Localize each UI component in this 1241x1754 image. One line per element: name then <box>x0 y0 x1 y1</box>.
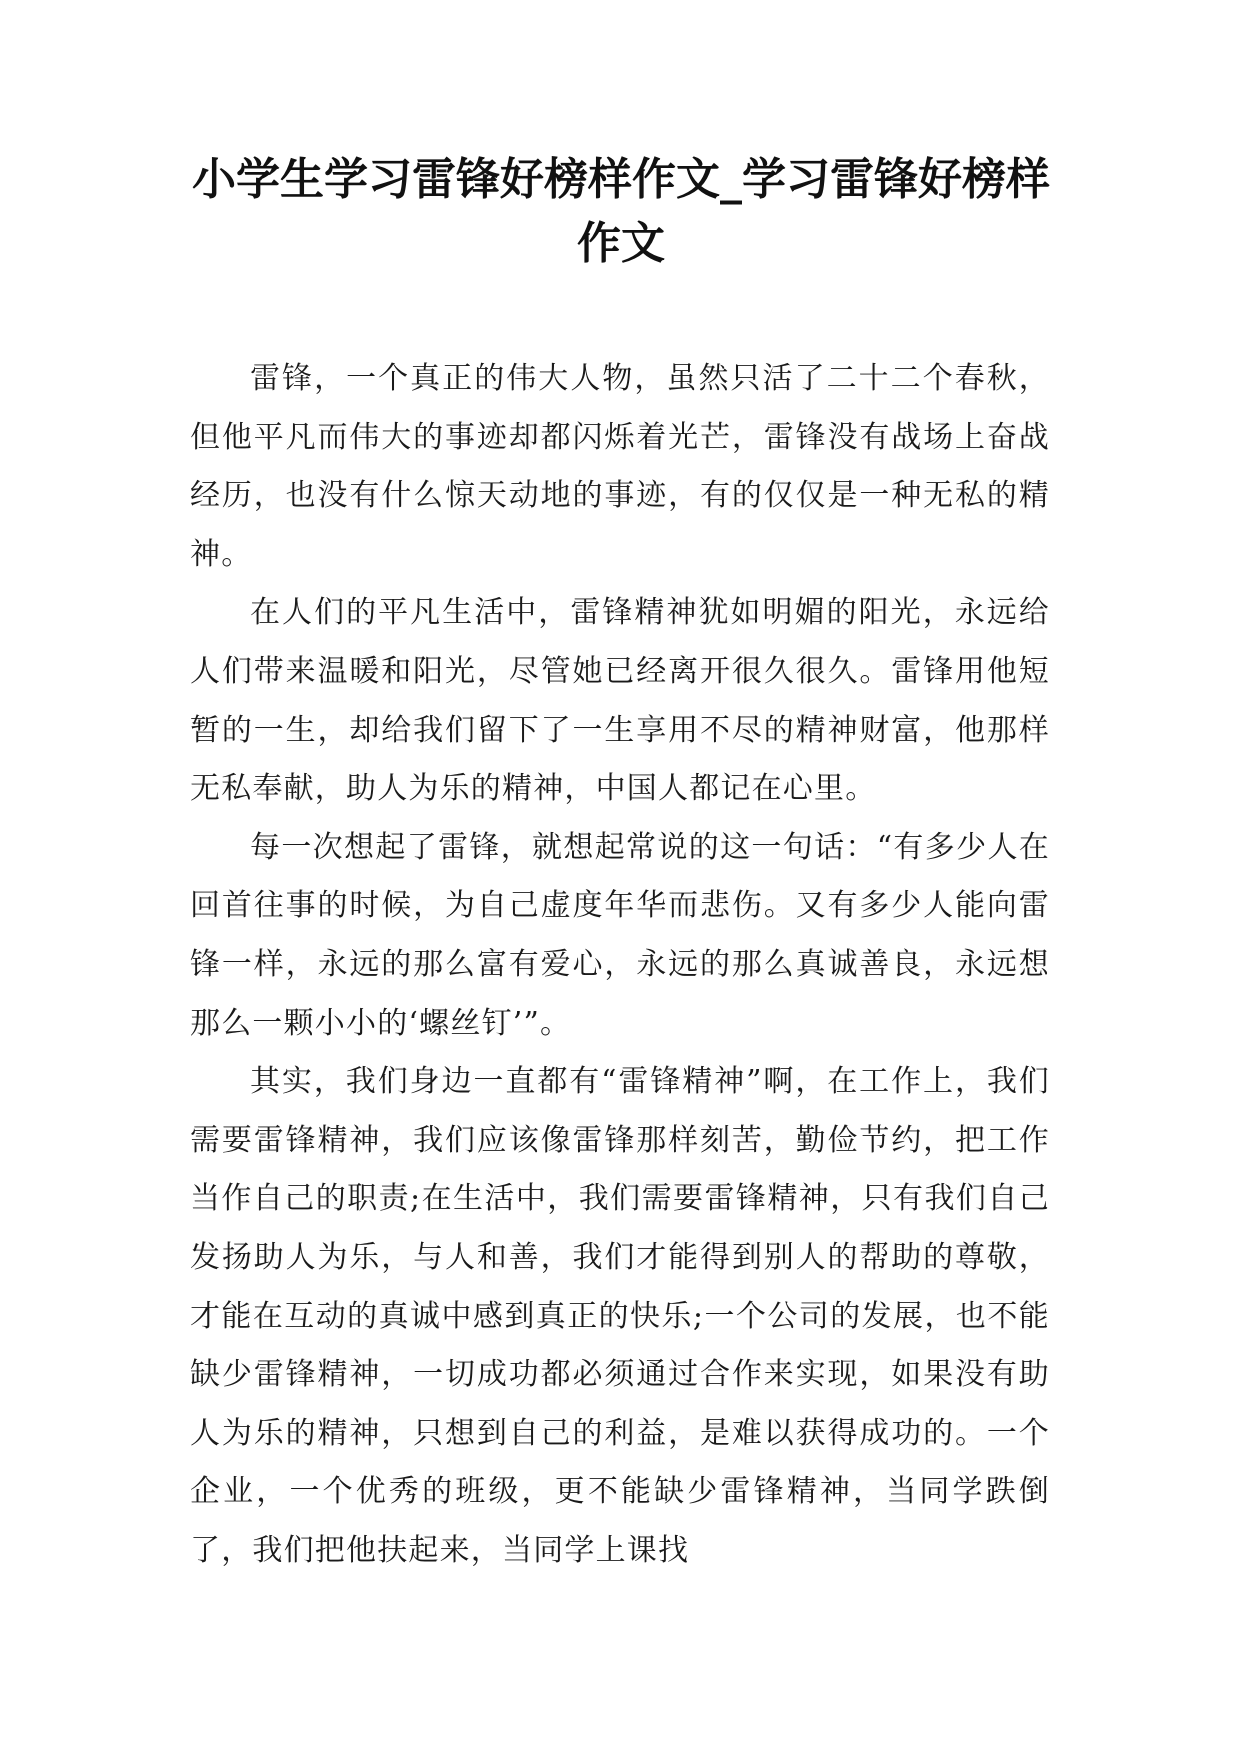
document-title: 小学生学习雷锋好榜样作文_学习雷锋好榜样作文 <box>192 154 1050 269</box>
paragraph: 其实，我们身边一直都有“雷锋精神”啊，在工作上，我们需要雷锋精神，我们应该像雷锋那样刻苦，勤俭节约，把工作当作自己的职责;在生活中，我们需要雷锋精神，只有我们自己发扬助人为乐，与人和善，我们才能得到别人的帮助的尊敬，才能在互动的真诚中感到真正的快乐;一个公司的发展，也不能缺少雷锋精神，一切成功都必须通过合作来实现，如果没有助人为乐的精神，只想到自己的利益，是难以获得成功的。一个企业，一个优秀的班级，更不能缺少雷锋精神，当同学跌倒了，我们把他扶起来，当同学上课找 <box>190 1064 1050 1568</box>
paragraph: 每一次想起了雷锋，就想起常说的这一句话：“有多少人在回首往事的时候，为自己虚度年华而悲伤。又有多少人能向雷锋一样，永远的那么富有爱心，永远的那么真诚善良，永远想那么一颗小小的‘螺丝钉’”。 <box>190 829 1050 1041</box>
paragraph: 雷锋，一个真正的伟大人物，虽然只活了二十二个春秋，但他平凡而伟大的事迹却都闪烁着光芒，雷锋没有战场上奋战经历，也没有什么惊天动地的事迹，有的仅仅是一种无私的精神。 <box>190 361 1050 572</box>
document-body <box>190 350 1050 1580</box>
paragraph: 在人们的平凡生活中，雷锋精神犹如明媚的阳光，永远给人们带来温暖和阳光，尽管她已经离开很久很久。雷锋用他短暂的一生，却给我们留下了一生享用不尽的精神财富，他那样无私奉献，助人为乐的精神，中国人都记在心里。 <box>190 595 1050 807</box>
